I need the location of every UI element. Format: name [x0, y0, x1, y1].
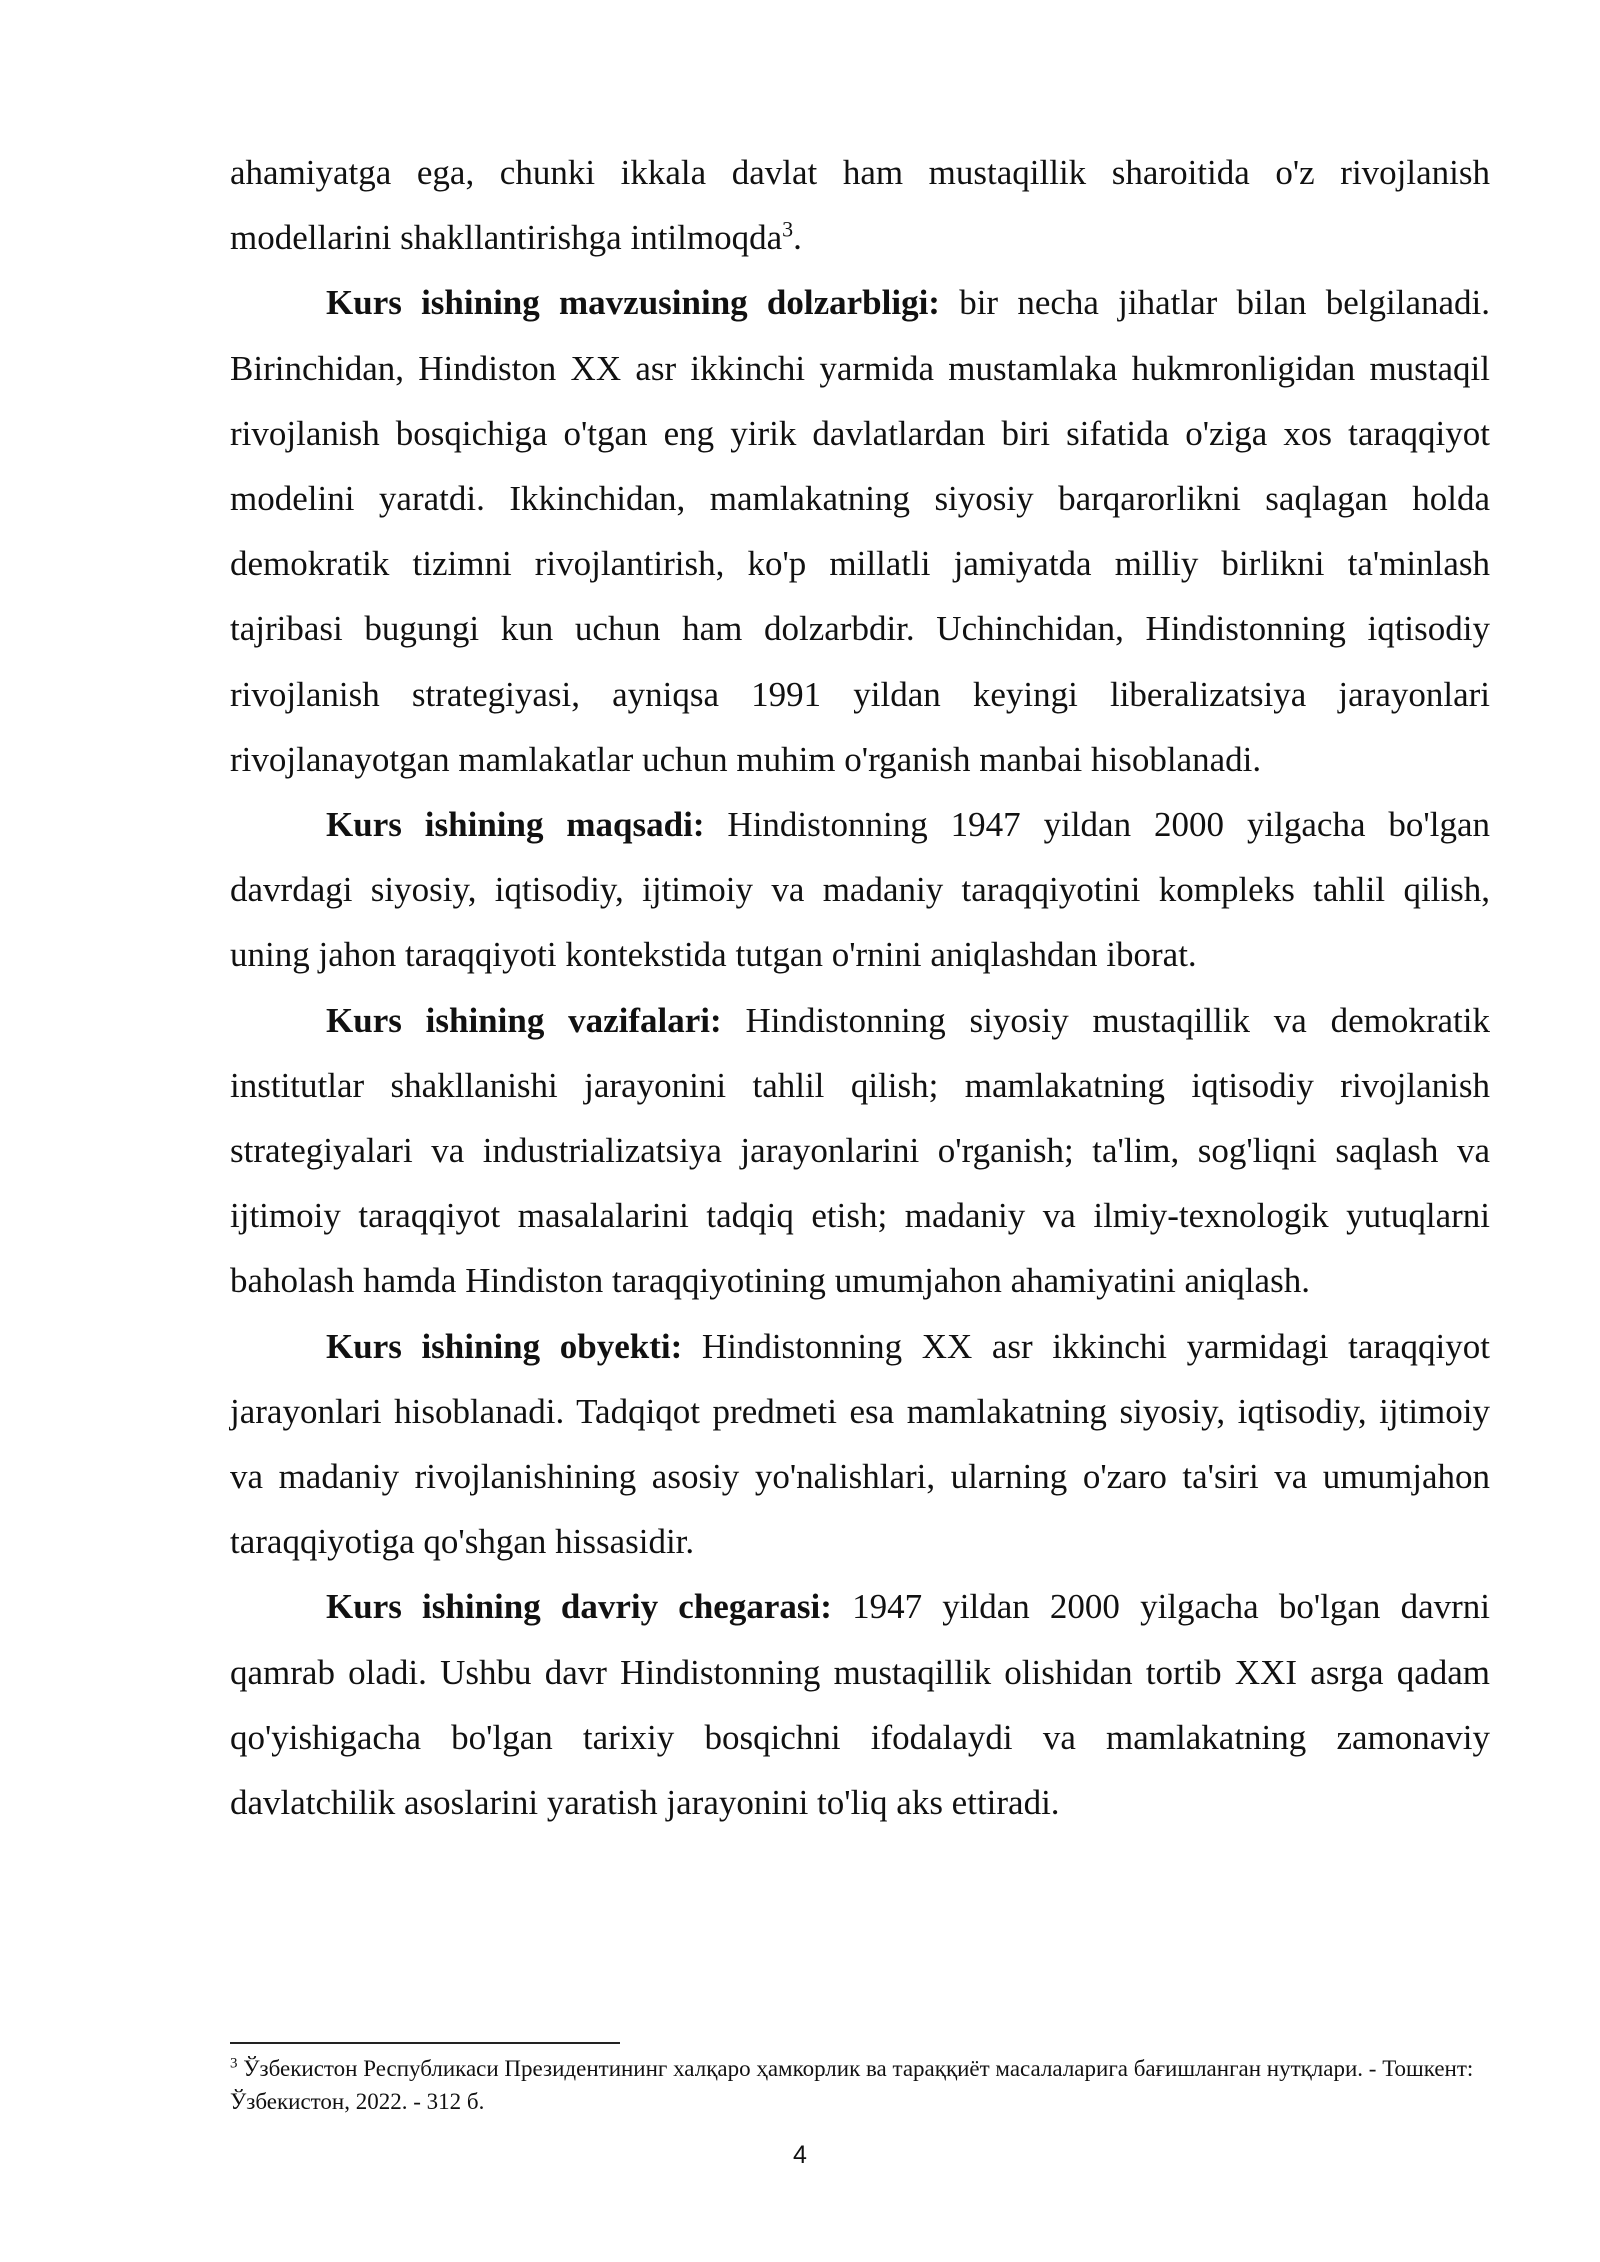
page-body — [230, 140, 1490, 1835]
paragraph-text: ahamiyatga ega, chunki ikkala davlat ham mustaqillik sharoitida o'z rivojlanish modellarini shakllantirishga intilmoqda — [230, 153, 1490, 258]
paragraph-text: bir necha jihatlar bilan belgilanadi. Birinchidan, Hindiston XX asr ikkinchi yarmida mustamlaka hukmronligidan mustaqil rivojlanish bosqichiga o'tgan eng yirik davlatlardan biri sifatida o'ziga xos taraqqiyot modelini yaratdi. Ikkinchidan, mamlakatning siyosiy barqarorlikni saqlagan holda demokratik tizimni rivojlantirish, ko'p millatli jamiyatda milliy birlikni ta'minlash tajribasi bugungi kun uchun ham dolzarbdir. Uchinchidan, Hindistonning iqtisodiy rivojlanish strategiyasi, ayniqsa 1991 yildan keyingi liberalizatsiya jarayonlari rivojlanayotgan mamlakatlar uchun muhim o'rganish manbai hisoblanadi. — [230, 283, 1490, 779]
paragraph-tail: . — [793, 218, 802, 258]
paragraph-heading: Kurs ishining maqsadi: — [326, 805, 705, 845]
paragraph-continuation — [230, 140, 1490, 270]
paragraph-text: Hindistonning 1947 yildan 2000 yilgacha bo'lgan davrdagi siyosiy, iqtisodiy, ijtimoiy va madaniy taraqqiyotini kompleks tahlil qilish, uning jahon taraqqiyoti kontekstida tutgan o'rnini aniqlashdan iborat. — [230, 805, 1490, 975]
paragraph-text: 1947 yildan 2000 yilgacha bo'lgan davrni qamrab oladi. Ushbu davr Hindistonning mustaqillik olishidan tortib XXI asrga qadam qo'yishigacha bo'lgan tarixiy bosqichni ifodalaydi va mamlakatning zamonaviy davlatchilik asoslarini yaratish jarayonini to'liq aks ettiradi. — [230, 1587, 1491, 1823]
page-number: 4 — [793, 2141, 807, 2169]
paragraph-text: Hindistonning XX asr ikkinchi yarmidagi taraqqiyot jarayonlari hisoblanadi. Tadqiqot predmeti esa mamlakatning siyosiy, iqtisodiy, ijtimoiy va madaniy rivojlanishining asosiy yo'nalishlari, ularning o'zaro ta'siri va umumjahon taraqqiyotiga qo'shgan hissasidir. — [230, 1326, 1490, 1562]
footnote — [230, 2052, 1490, 2118]
paragraph-heading: Kurs ishining obyekti: — [326, 1326, 683, 1366]
footnote-text: Ўзбекистон Республикаси Президентининг халқаро ҳамкорлик ва тараққиёт масалаларига бағишланган нутқлари. - Тошкент: Ўзбекистон, 2022. - 312 б. — [230, 2056, 1474, 2114]
footnote-marker: 3 — [230, 2055, 238, 2072]
paragraph-text: Hindistonning siyosiy mustaqillik va demokratik institutlar shakllanishi jarayonini tahlil qilish; mamlakatning iqtisodiy rivojlanish strategiyalari va industrializatsiya jarayonlarini o'rganish; ta'lim, sog'liqni saqlash va ijtimoiy taraqqiyot masalalarini tadqiq etish; madaniy va ilmiy-texnologik yutuqlarni baholash hamda Hindiston taraqqiyotining umumjahon ahamiyatini aniqlash. — [230, 1000, 1490, 1301]
paragraph-object — [230, 1314, 1490, 1575]
paragraph-heading: Kurs ishining vazifalari: — [326, 1000, 722, 1040]
paragraph-period — [230, 1574, 1490, 1835]
paragraph-heading: Kurs ishining davriy chegarasi: — [326, 1587, 832, 1627]
paragraph-heading: Kurs ishining mavzusining dolzarbligi: — [326, 283, 940, 323]
paragraph-relevance — [230, 270, 1490, 792]
footnote-reference[interactable]: 3 — [782, 216, 794, 242]
paragraph-tasks — [230, 988, 1490, 1314]
paragraph-goal — [230, 792, 1490, 988]
footnote-separator — [230, 2042, 620, 2044]
